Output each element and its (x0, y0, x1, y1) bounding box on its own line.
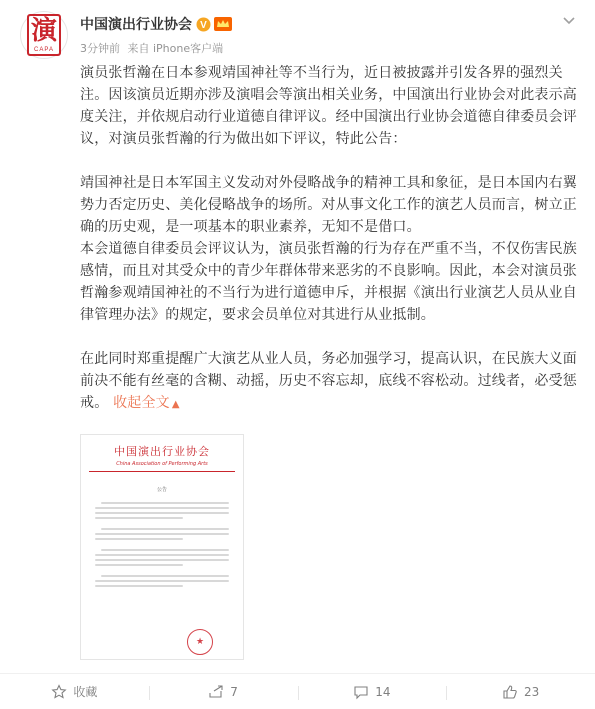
like-count: 23 (523, 684, 540, 699)
comment-button[interactable] (298, 684, 447, 700)
svg-text:V: V (200, 19, 207, 31)
paragraph-warning-text: 在此同时郑重提醒广大演艺从业人员，务必加强学习，提高认识，在民族大义面前决不能有丝毫的含糊、动摇，历史不容忘却，底线不容松动。过线者，必受惩戒。 (80, 351, 577, 411)
doc-text-line (101, 528, 229, 530)
doc-text-line (101, 549, 229, 551)
doc-title: 公告 (156, 487, 167, 493)
avatar[interactable] (20, 11, 68, 59)
collapse-link[interactable] (108, 395, 179, 411)
doc-text-line (95, 507, 229, 509)
post-time[interactable]: 3分钟前 (80, 42, 120, 55)
post-source: 来自 iPhone客户端 (127, 42, 224, 55)
star-icon (51, 684, 67, 700)
doc-text-line (95, 554, 229, 556)
comment-count: 14 (375, 684, 391, 699)
collapse-caret-icon: ▲ (171, 399, 180, 410)
comment-icon (353, 684, 369, 700)
member-badge-icon[interactable] (214, 17, 232, 31)
repost-icon (208, 684, 224, 700)
star-icon: ★ (195, 636, 205, 647)
paragraph-warning (80, 348, 578, 416)
repost-count: 7 (230, 684, 238, 699)
post-meta (80, 40, 227, 56)
seal-letters: CAPA (34, 47, 54, 53)
seal-glyph: 演 (30, 16, 57, 46)
seal-logo (27, 14, 61, 56)
doc-divider (89, 471, 235, 472)
doc-stamp (187, 629, 213, 655)
favorite-button[interactable] (0, 683, 149, 700)
repost-button[interactable] (149, 684, 298, 700)
paragraph-ruling: 本会道德自律委员会评议认为，演员张哲瀚的行为存在严重不当，不仅伤害民族感情，而且对其受众中的青少年群体带来恶劣的不良影响。因此，本会对演员张哲瀚参观靖国神社的不当行为进行道德申斥，并根据《演出行业演艺人员从业自律管理办法》的规定，要求会员单位对其进行从业抵制。 (80, 241, 577, 323)
doc-org-english: China Association of Performing Arts (116, 461, 208, 467)
post-header (80, 14, 232, 34)
author-name[interactable]: 中国演出行业协会 (80, 17, 192, 33)
collapse-label: 收起全文 (113, 395, 170, 411)
like-button[interactable] (446, 684, 595, 700)
action-bar (0, 673, 595, 709)
doc-text-line (95, 559, 229, 561)
doc-text-line (101, 502, 229, 504)
doc-text-line (95, 533, 229, 535)
paragraph-intro: 演员张哲瀚在日本参观靖国神社等不当行为，近日被披露并引发各界的强烈关注。因该演员近期亦涉及演唱会等演出相关业务，中国演出行业协会对此表示高度关注，并依规启动行业道德自律评议。经中国演出行业协会道德自律委员会评议，对演员张哲瀚的行为做出如下评议，特此公告： (80, 65, 577, 147)
doc-text-line (95, 580, 229, 582)
verified-icon (196, 17, 211, 32)
doc-text-line (95, 512, 229, 514)
paragraph-history: 靖国神社是日本军国主义发动对外侵略战争的精神工具和象征，是日本国内右翼势力否定历史、美化侵略战争的场所。对从事文化工作的演艺人员而言，树立正确的历史观，是一项基本的职业素养，无知不是借口。 (80, 175, 577, 235)
like-icon (502, 684, 518, 700)
document-image[interactable] (80, 434, 244, 660)
post-content (80, 62, 578, 416)
doc-org-name: 中国演出行业协会 (114, 445, 210, 458)
doc-text-line (95, 585, 183, 587)
doc-text-line (101, 575, 229, 577)
favorite-label: 收藏 (73, 685, 98, 699)
chevron-down-icon[interactable] (561, 14, 577, 28)
